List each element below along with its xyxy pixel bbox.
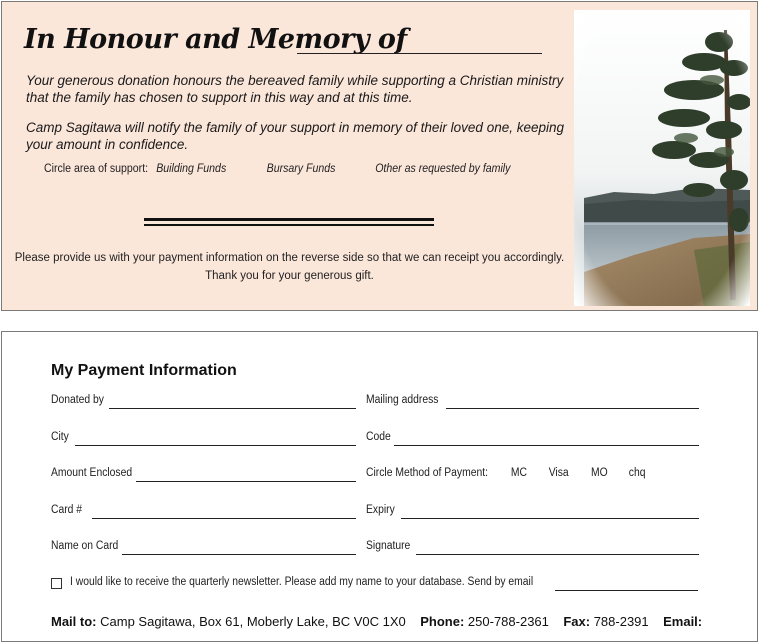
mailing-address-field[interactable] — [366, 393, 699, 409]
notification-description: Camp Sagitawa will notify the family of your support in memory of their loved one, keeping your amount in confidence. — [26, 120, 565, 152]
lakeside-tree-photo — [574, 10, 750, 306]
signature-field[interactable] — [366, 539, 699, 555]
reverse-side-note — [12, 249, 567, 285]
expiry-field[interactable] — [366, 503, 699, 519]
card-number-field[interactable] — [51, 503, 356, 519]
fax-number: 788-2391 — [593, 614, 649, 629]
card-title: In Honour and Memory of — [24, 24, 407, 55]
name-on-card-field[interactable] — [51, 539, 356, 555]
city-field[interactable] — [51, 430, 356, 446]
city-label: City — [51, 431, 69, 443]
donated-by-line[interactable] — [109, 408, 356, 409]
newsletter-option — [51, 576, 699, 592]
mailing-address-label: Mailing address — [366, 394, 439, 406]
mailing-address-line[interactable] — [446, 408, 699, 409]
payment-method-visa[interactable]: Visa — [548, 467, 569, 479]
card-number-line[interactable] — [92, 518, 356, 519]
card-number-label: Card # — [51, 504, 83, 516]
support-option-other[interactable]: Other as requested by family — [375, 163, 511, 175]
phone-number: 250-788-2361 — [467, 614, 549, 629]
memorial-card-front — [1, 1, 758, 311]
mail-to-row — [51, 614, 702, 632]
payment-method-chq[interactable]: chq — [628, 467, 646, 479]
lakeside-tree-photo-svg — [574, 10, 750, 306]
mail-to-address: Camp Sagitawa, Box 61, Moberly Lake, BC V0C 1X0 — [100, 614, 406, 629]
payment-method-mo[interactable]: MO — [591, 467, 608, 479]
divider-double-rule — [144, 218, 434, 226]
payment-card — [1, 331, 758, 642]
payment-heading: My Payment Information — [51, 362, 237, 379]
amount-enclosed-field[interactable] — [51, 466, 356, 482]
payment-method-label: Circle Method of Payment: — [366, 467, 488, 479]
code-line[interactable] — [394, 445, 699, 446]
newsletter-checkbox[interactable] — [51, 578, 62, 589]
support-option-building-funds[interactable]: Building Funds — [156, 163, 227, 175]
name-on-card-line[interactable] — [122, 554, 356, 555]
reverse-note-line1: Please provide us with your payment information on the reverse side so that we can receipt you accordingly. — [14, 252, 565, 264]
expiry-line[interactable] — [401, 518, 699, 519]
payment-method-mc[interactable]: MC — [510, 467, 528, 479]
support-area-label: Circle area of support: — [44, 163, 149, 175]
signature-line[interactable] — [416, 554, 699, 555]
code-field[interactable] — [366, 430, 699, 446]
donated-by-field[interactable] — [51, 393, 356, 409]
name-on-card-label: Name on Card — [51, 540, 119, 552]
email-label: Email: — [663, 614, 703, 629]
phone-label: Phone: — [420, 614, 465, 629]
signature-label: Signature — [366, 540, 411, 552]
newsletter-text: I would like to receive the quarterly newsletter. Please add my name to your database. Send by email — [70, 576, 534, 588]
honoree-name-line[interactable] — [297, 53, 542, 54]
fax-label: Fax: — [563, 614, 591, 629]
support-option-bursary-funds[interactable]: Bursary Funds — [266, 163, 336, 175]
amount-enclosed-line[interactable] — [136, 481, 356, 482]
amount-enclosed-label: Amount Enclosed — [51, 467, 133, 479]
donation-description: Your generous donation honours the bereaved family while supporting a Christian ministry that the family has chosen to support in this way and at this time. — [26, 73, 564, 105]
donated-by-label: Donated by — [51, 394, 104, 406]
newsletter-email-line[interactable] — [555, 590, 698, 591]
expiry-label: Expiry — [366, 504, 395, 516]
city-line[interactable] — [75, 445, 356, 446]
mail-to-label: Mail to: — [51, 614, 97, 629]
reverse-note-line2: Thank you for your generous gift. — [205, 270, 374, 282]
code-label: Code — [366, 431, 391, 443]
